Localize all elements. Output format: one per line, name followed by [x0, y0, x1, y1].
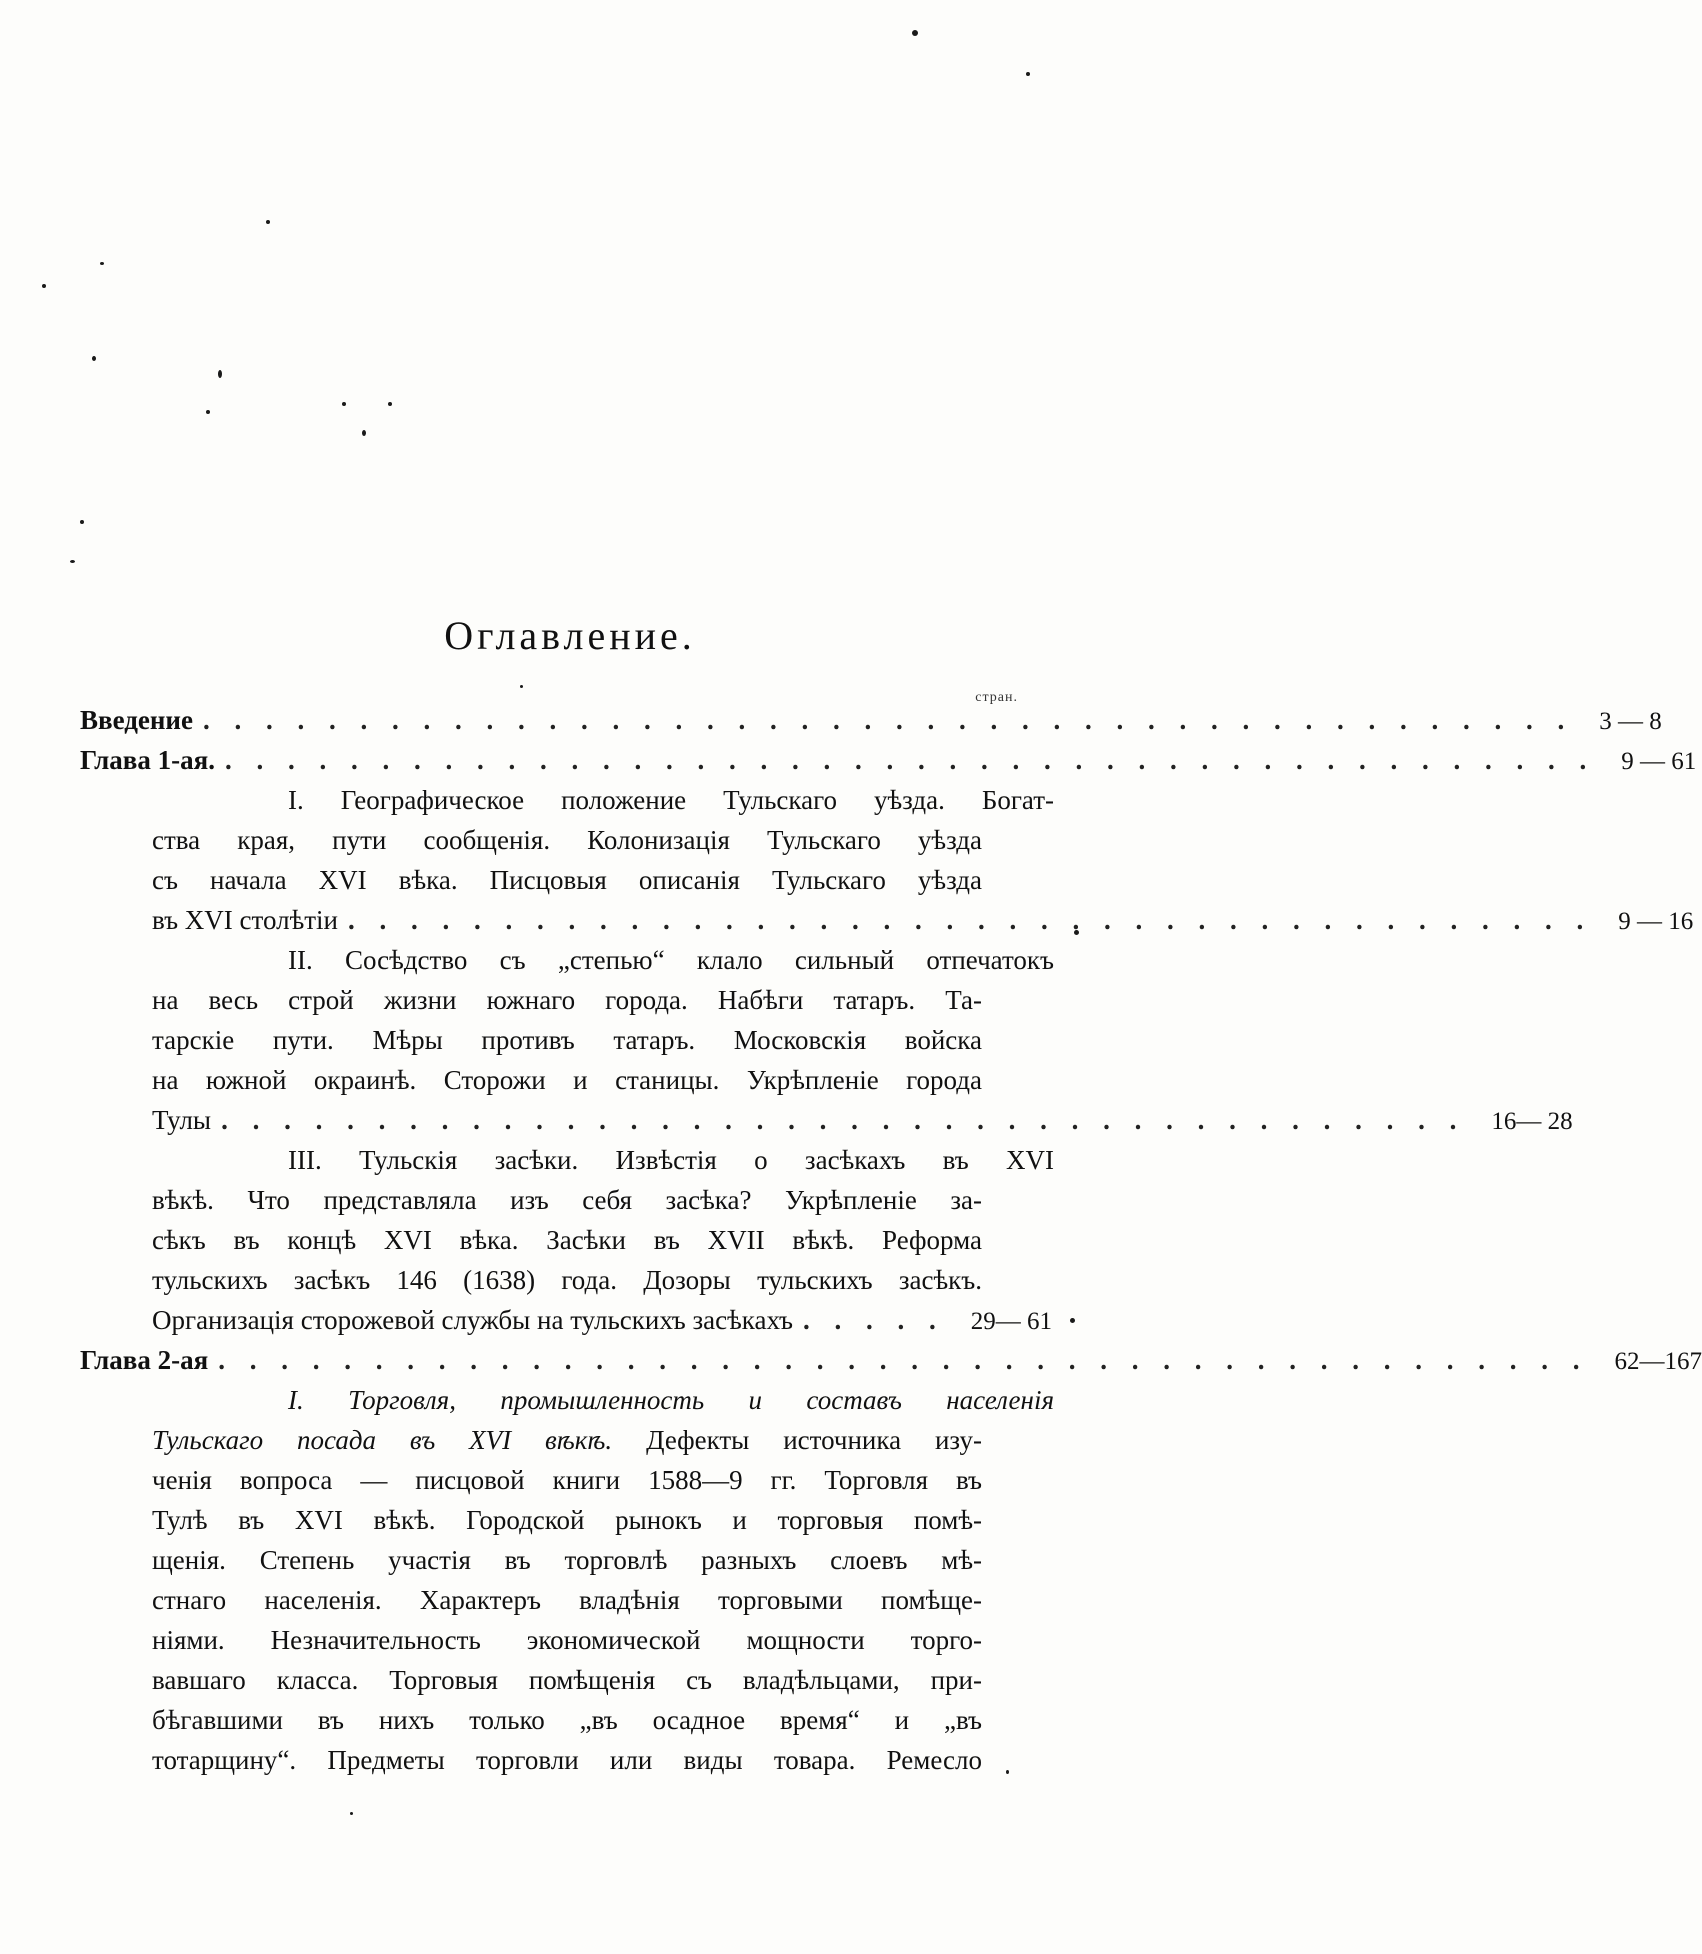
section-text-line: Тулы: [152, 1105, 212, 1135]
toc-entry-pages: 62—167: [1614, 1348, 1702, 1375]
section-text-line: Тулѣ въ XVI вѣкѣ. Городской рынокъ и торговыя помѣ-: [152, 1505, 982, 1535]
section-text-line: ченія вопроса — писцовой книги 1588—9 гг. Торговля въ: [152, 1465, 982, 1495]
section-text-line: щенія. Степень участія въ торговлѣ разныхъ слоевъ мѣ-: [152, 1545, 982, 1575]
section-text-line: III. Тульскія засѣки. Извѣстія о засѣкахъ въ XVI: [288, 1145, 1054, 1175]
toc-entry-pages: 3 — 8: [1599, 708, 1662, 735]
toc-section-last-line: [152, 900, 1694, 940]
speck: [70, 560, 75, 563]
speck: [342, 402, 346, 406]
toc-entry-pages: 9 — 16: [1618, 908, 1694, 935]
dot-leader: . . . . . . . . . . . . . . . . . . . . . . . . . . . . . . . . . . . . . . . . . . . .: [224, 745, 1596, 775]
toc-section: [152, 780, 1060, 900]
section-text-line: вѣкѣ. Что представляла изъ себя засѣка? Укрѣпленіе за-: [152, 1185, 982, 1215]
toc-entry-label: Введение: [80, 705, 193, 735]
speck: [92, 356, 96, 361]
section-text-line: вавшаго класса. Торговыя помѣщенія съ владѣльцами, при-: [152, 1665, 982, 1695]
speck: [1070, 1318, 1075, 1323]
page-title: Оглавление.: [444, 613, 696, 658]
section-text-line: I. Географическое положение Тульскаго уѣзда. Богат-: [288, 785, 1054, 815]
section-text-line: II. Сосѣдство съ „степью“ клало сильный отпечатокъ: [288, 945, 1054, 975]
section-text-line: ства края, пути сообщенія. Колонизація Тульскаго уѣзда: [152, 825, 982, 855]
toc-section: [152, 940, 1060, 1100]
toc-entry: [80, 700, 1662, 740]
toc-entry-label: Глава 2-ая: [80, 1345, 209, 1375]
speck: [362, 430, 366, 436]
section-text-line: тотарщину“. Предметы торговли или виды товара. Ремесло: [152, 1745, 982, 1775]
speck: [1026, 72, 1030, 76]
speck: [388, 402, 392, 406]
dot-leader: . . . . . . . . . . . . . . . . . . . . . . . . . . . . . . . . . . . . . . . .: [347, 905, 1593, 935]
section-italic-title: Тульскаго посада въ XVI вѣкѣ.: [152, 1425, 613, 1455]
section-text-line: сѣкъ въ концѣ XVI вѣка. Засѣки въ XVII вѣкѣ. Реформа: [152, 1225, 982, 1255]
section-text-line: на южной окраинѣ. Сторожи и станицы. Укрѣпленіе города: [152, 1065, 982, 1095]
toc-entry: [80, 740, 1697, 780]
speck: [520, 685, 523, 688]
section-text-fragment: Дефекты источника изу-: [612, 1425, 982, 1455]
speck: [218, 370, 222, 378]
speck: [206, 410, 210, 414]
section-text-line: ніями. Незначительность экономической мощности торго-: [152, 1625, 982, 1655]
section-text-line: въ XVI столѣтіи: [152, 905, 338, 935]
toc-entry-label: Глава 1-ая.: [80, 745, 215, 775]
toc-section: [152, 1380, 1060, 1780]
dot-leader: . . . . . . . . . . . . . . . . . . . . . . . . . . . . . . . . . . . . . . . . . . . .: [202, 705, 1574, 735]
toc-entry: [80, 1340, 1702, 1380]
speck: [80, 520, 84, 524]
dot-leader: . . . . .: [802, 1305, 945, 1335]
speck: [266, 220, 270, 224]
toc-section: [152, 1140, 1060, 1300]
dot-leader: . . . . . . . . . . . . . . . . . . . . . . . . . . . . . . . . . . . . . . . .: [221, 1105, 1466, 1135]
toc-entry-pages: 29— 61: [970, 1308, 1052, 1335]
speck: [42, 284, 46, 288]
section-text-line: стнаго населенія. Характеръ владѣнія торговыми помѣще-: [152, 1585, 982, 1615]
toc-entry-pages: 9 — 61: [1621, 748, 1697, 775]
dot-leader: . . . . . . . . . . . . . . . . . . . . . . . . . . . . . . . . . . . . . . . . . . . .: [218, 1345, 1589, 1375]
toc-section-last-line: [152, 1300, 1060, 1340]
speck: [350, 1812, 353, 1815]
speck: [100, 262, 104, 265]
speck: [912, 30, 918, 36]
toc-section-last-line: [152, 1100, 1573, 1140]
section-text-line: Организація сторожевой службы на тульскихъ засѣкахъ: [152, 1305, 793, 1335]
section-text-line: I. Торговля, промышленность и составъ населенія: [288, 1385, 1054, 1415]
section-text-line: тульскихъ засѣкъ 146 (1638) года. Дозоры тульскихъ засѣкъ.: [152, 1265, 982, 1295]
section-text-line: съ начала XVI вѣка. Писцовыя описанія Тульскаго уѣзда: [152, 865, 982, 895]
section-text-line: на весь строй жизни южнаго города. Набѣги татаръ. Та-: [152, 985, 982, 1015]
section-text-line-mixed: [152, 1420, 982, 1460]
section-text-line: бѣгавшими въ нихъ только „въ осадное время“ и „въ: [152, 1705, 982, 1735]
table-of-contents: [80, 690, 1702, 1780]
page-column-header: стран.: [975, 690, 1018, 705]
toc-entry-pages: 16— 28: [1491, 1108, 1573, 1135]
section-text-line: тарскіе пути. Мѣры противъ татаръ. Московскія войска: [152, 1025, 982, 1055]
